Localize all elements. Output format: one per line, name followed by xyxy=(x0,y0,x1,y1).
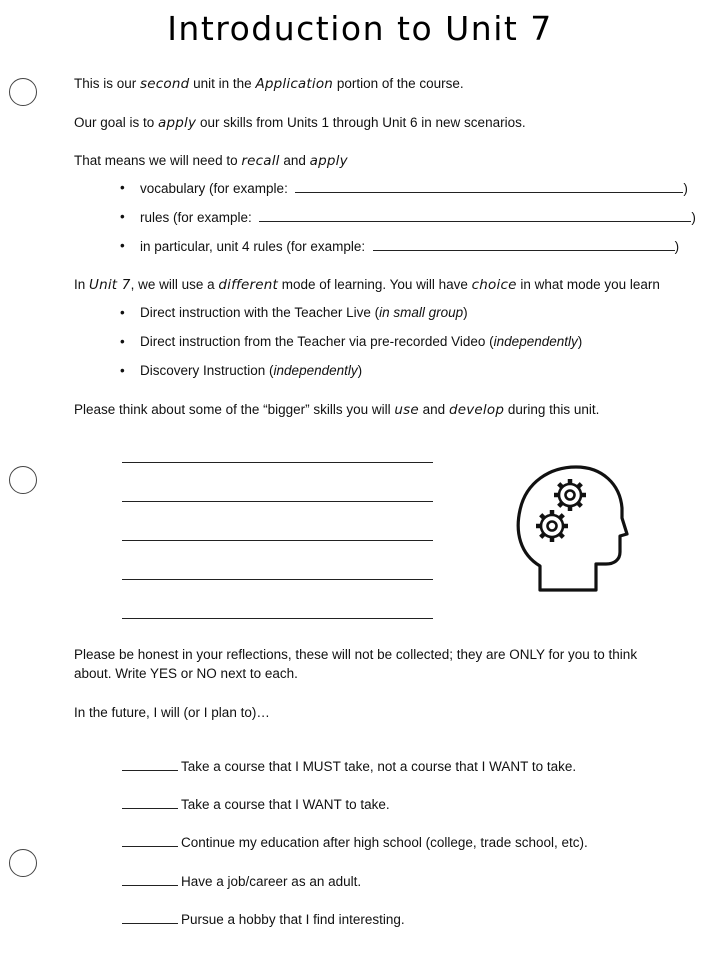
text-segment: and xyxy=(418,402,449,417)
text-segment: Direct instruction with the Teacher Live ( xyxy=(140,305,380,320)
survey-item xyxy=(122,910,405,929)
yes-no-blank[interactable] xyxy=(122,757,178,771)
head-with-gears-icon xyxy=(512,462,630,594)
text-segment: Our goal is to xyxy=(74,115,159,130)
skills-prompt xyxy=(74,402,599,419)
reflection-line-1: Please be honest in your reflections, these will not be collected; they are ONLY for you to think xyxy=(74,647,638,662)
survey-item-text: Take a course that I WANT to take. xyxy=(181,797,390,812)
survey-item-text: Have a job/career as an adult. xyxy=(181,874,362,889)
italic-text: independently xyxy=(273,363,358,378)
text-segment: This is our xyxy=(74,76,141,91)
italic-text: in small group xyxy=(379,305,464,320)
text-segment: and xyxy=(279,153,310,168)
survey-item xyxy=(122,795,390,814)
close-paren: ) xyxy=(674,239,680,254)
binder-hole-bottom xyxy=(9,849,37,877)
emphasis-word: choice xyxy=(471,277,517,293)
skill-blank-1[interactable] xyxy=(122,462,433,463)
page-title: Introduction to Unit 7 xyxy=(167,9,553,48)
skill-blank-2[interactable] xyxy=(122,501,433,502)
emphasis-word: different xyxy=(218,277,279,293)
yes-no-blank[interactable] xyxy=(122,872,178,886)
text-segment: Direct instruction from the Teacher via pre-recorded Video ( xyxy=(140,334,494,349)
text-segment: mode of learning. You will have xyxy=(278,277,472,292)
text-segment: ) xyxy=(357,363,363,378)
survey-item-text: Take a course that I MUST take, not a course that I WANT to take. xyxy=(181,759,577,774)
close-paren: ) xyxy=(691,210,696,225)
bullet: • xyxy=(120,305,125,320)
reflection-line-2: about. Write YES or NO next to each. xyxy=(74,666,298,681)
intro-line-3 xyxy=(74,153,348,170)
text-segment: Please think about some of the “bigger” skills you will xyxy=(74,402,395,417)
yes-no-blank[interactable] xyxy=(122,910,178,924)
skill-blank-4[interactable] xyxy=(122,579,433,580)
binder-hole-middle xyxy=(9,466,37,494)
fill-in-blank[interactable] xyxy=(295,180,683,193)
yes-no-blank[interactable] xyxy=(122,795,178,809)
survey-item xyxy=(122,833,588,852)
text-segment: unit in the xyxy=(189,76,256,91)
intro-line-1 xyxy=(74,76,464,93)
skill-blank-3[interactable] xyxy=(122,540,433,541)
emphasis-word: use xyxy=(394,402,419,418)
emphasis-word: Unit 7 xyxy=(89,277,131,293)
bullet: • xyxy=(120,238,125,253)
survey-item-text: Pursue a hobby that I find interesting. xyxy=(181,912,405,927)
fill-in-blank[interactable] xyxy=(373,238,675,251)
bullet: • xyxy=(120,363,125,378)
item-label: rules (for example: xyxy=(140,210,252,225)
fill-in-blank[interactable] xyxy=(259,209,691,222)
bullet: • xyxy=(120,334,125,349)
bullet: • xyxy=(120,180,125,195)
survey-item xyxy=(122,872,361,891)
intro-line-2 xyxy=(74,115,526,132)
emphasis-word: apply xyxy=(309,153,348,169)
text-segment: ) xyxy=(577,334,583,349)
text-segment: , we will use a xyxy=(130,277,219,292)
text-segment: during this unit. xyxy=(504,402,600,417)
text-segment: That means we will need to xyxy=(74,153,242,168)
bullet: • xyxy=(120,209,125,224)
emphasis-word: apply xyxy=(158,115,197,131)
emphasis-word: develop xyxy=(448,402,505,418)
emphasis-word: second xyxy=(140,76,190,92)
text-segment: our skills from Units 1 through Unit 6 in new scenarios. xyxy=(196,115,526,130)
italic-text: independently xyxy=(493,334,578,349)
item-label: in particular, unit 4 rules (for example: xyxy=(140,239,366,254)
binder-hole-top xyxy=(9,78,37,106)
text-segment: In xyxy=(74,277,90,292)
item-label: vocabulary (for example: xyxy=(140,181,288,196)
modes-sentence xyxy=(74,277,660,294)
yes-no-blank[interactable] xyxy=(122,833,178,847)
emphasis-word: recall xyxy=(241,153,280,169)
text-segment: Discovery Instruction ( xyxy=(140,363,274,378)
text-segment: portion of the course. xyxy=(333,76,464,91)
emphasis-word: Application xyxy=(255,76,334,92)
text-segment: in what mode you learn xyxy=(516,277,660,292)
skill-blank-5[interactable] xyxy=(122,618,433,619)
survey-item-text: Continue my education after high school (college, trade school, etc). xyxy=(181,835,588,850)
future-prompt: In the future, I will (or I plan to)… xyxy=(74,705,270,720)
text-segment: ) xyxy=(463,305,468,320)
survey-item xyxy=(122,757,576,776)
close-paren: ) xyxy=(683,181,688,196)
